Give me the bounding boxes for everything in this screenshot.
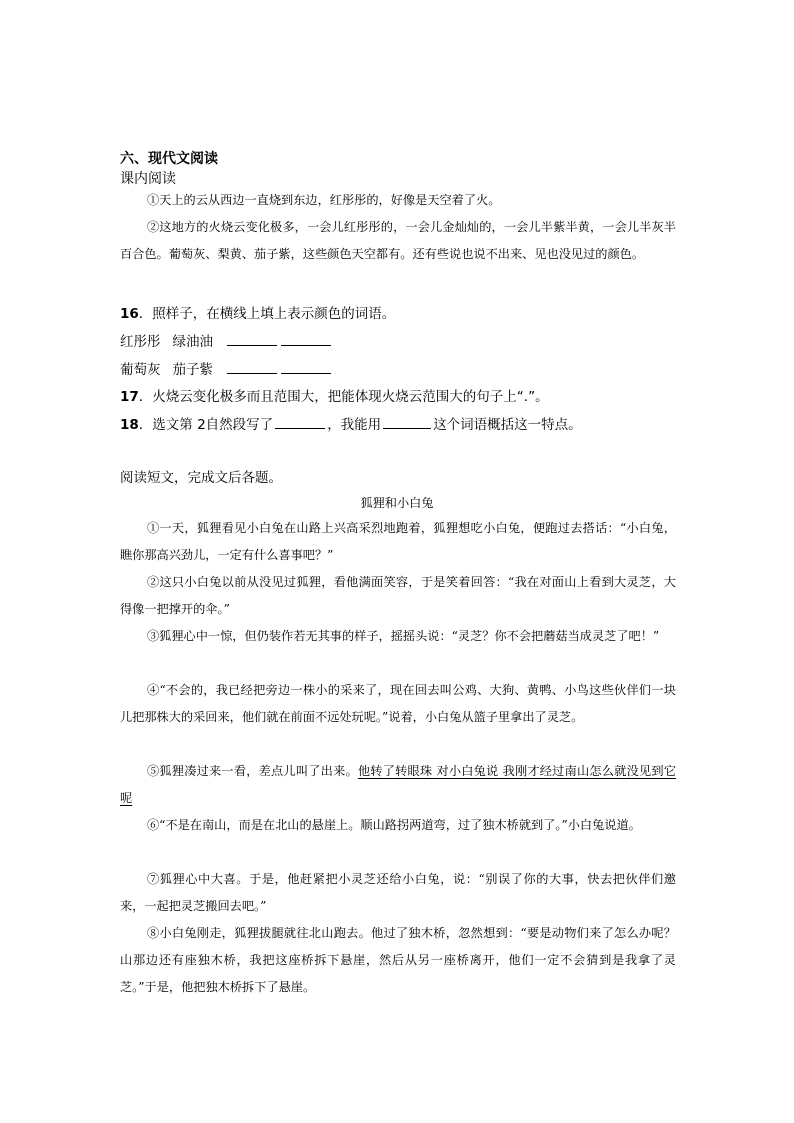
answer-blank[interactable] (227, 331, 277, 346)
story-paragraph-7: ⑦狐狸心中大喜。于是，他赶紧把小灵芝还给小白兔，说：“别误了你的大事，快去把伙伴们邀来，一起把灵芝搬回去吧。” (120, 872, 676, 913)
question-17 (120, 385, 549, 405)
example-word-2: 绿油油 (172, 334, 213, 350)
story-paragraph-4: ④“不会的，我已经把旁边一株小的采来了，现在回去叫公鸡、大狗、黄鸭、小鸟这些伙伴们一块儿把那株大的采回来，他们就在前面不远处玩呢。”说着，小白兔从篮子里拿出了灵芝。 (120, 683, 676, 724)
example-word-1: 红彤彤 (120, 334, 161, 350)
question-18-text-c: 这个词语概括这一特点。 (433, 417, 582, 433)
passage2-intro: 阅读短文，完成文后各题。 (120, 470, 282, 486)
passage1-paragraph-1: ①天上的云从西边一直烧到东边，红彤彤的，好像是天空着了火。 (147, 193, 501, 207)
section-title: 六、现代文阅读 (120, 151, 218, 167)
answer-blank[interactable] (275, 414, 325, 429)
question-16-text: ．照样子，在横线上填上表示颜色的词语。 (138, 306, 396, 322)
question-18-text-b: ，我能用 (327, 417, 382, 433)
example-word-4: 茄子紫 (172, 362, 213, 378)
story-paragraph-6: ⑥“不是在南山，而是在北山的悬崖上。顺山路拐两道弯，过了独木桥就到了。”小白兔说道。 (147, 818, 641, 832)
story-title: 狐狸和小白兔 (360, 496, 434, 510)
underlined-sentence-part-3: 我刚才经过南山怎么就没见到它呢 (120, 764, 677, 805)
question-16-number: 16 (120, 306, 139, 322)
question-18-number: 18 (120, 417, 139, 433)
underlined-sentence-part-1: 他转了转眼珠 (357, 764, 433, 778)
answer-blank[interactable] (281, 359, 331, 374)
story-paragraph-5 (120, 758, 676, 812)
question-18 (120, 413, 582, 433)
section-subtitle: 课内阅读 (120, 171, 176, 187)
underlined-sentence-part-2: 对小白兔说 (436, 764, 499, 778)
answer-blank[interactable] (383, 414, 431, 429)
example-word-3: 葡萄灰 (120, 362, 161, 378)
question-16-row-1 (120, 330, 333, 350)
answer-blank[interactable] (281, 331, 331, 346)
answer-blank[interactable] (227, 359, 277, 374)
question-17-text: ．火烧云变化极多而且范围大，把能体现火烧云范围大的句子上“.”。 (138, 389, 549, 405)
story-paragraph-8: ⑧小白兔刚走，狐狸拔腿就往北山跑去。他过了独木桥，忽然想到：“要是动物们来了怎么办呢？山那边还有座独木桥，我把这座桥拆下悬崖，然后从另一座桥离开，他们一定不会猜到是我拿了灵芝。”于是，他把独木桥拆下了悬崖。 (120, 926, 676, 994)
question-16-row-2 (120, 358, 333, 378)
question-18-text-a: ．选文第 2自然段写了 (138, 417, 274, 433)
story-paragraph-1: ①一天，狐狸看见小白兔在山路上兴高采烈地跑着，狐狸想吃小白兔，便跑过去搭话：“小白兔，瞧你那高兴劲儿，一定有什么喜事吧？” (120, 521, 676, 562)
question-17-number: 17 (120, 389, 139, 405)
passage1-paragraph-2: ②这地方的火烧云变化极多，一会儿红彤彤的，一会儿金灿灿的，一会儿半紫半黄，一会儿半灰半百合色。葡萄灰、梨黄、茄子紫，这些颜色天空都有。还有些说也说不出来、见也没见过的颜色。 (120, 220, 676, 261)
story-paragraph-3: ③狐狸心中一惊，但仍装作若无其事的样子，摇摇头说：“灵芝？你不会把蘑菇当成灵芝了吧！” (147, 629, 660, 643)
story-paragraph-2: ②这只小白兔以前从没见过狐狸，看他满面笑容，于是笑着回答：“我在对面山上看到大灵芝，大得像一把撑开的伞。” (120, 575, 676, 616)
story-paragraph-5-text: ⑤狐狸凑过来一看，差点儿叫了出来。 (147, 764, 358, 778)
question-16 (120, 302, 395, 322)
